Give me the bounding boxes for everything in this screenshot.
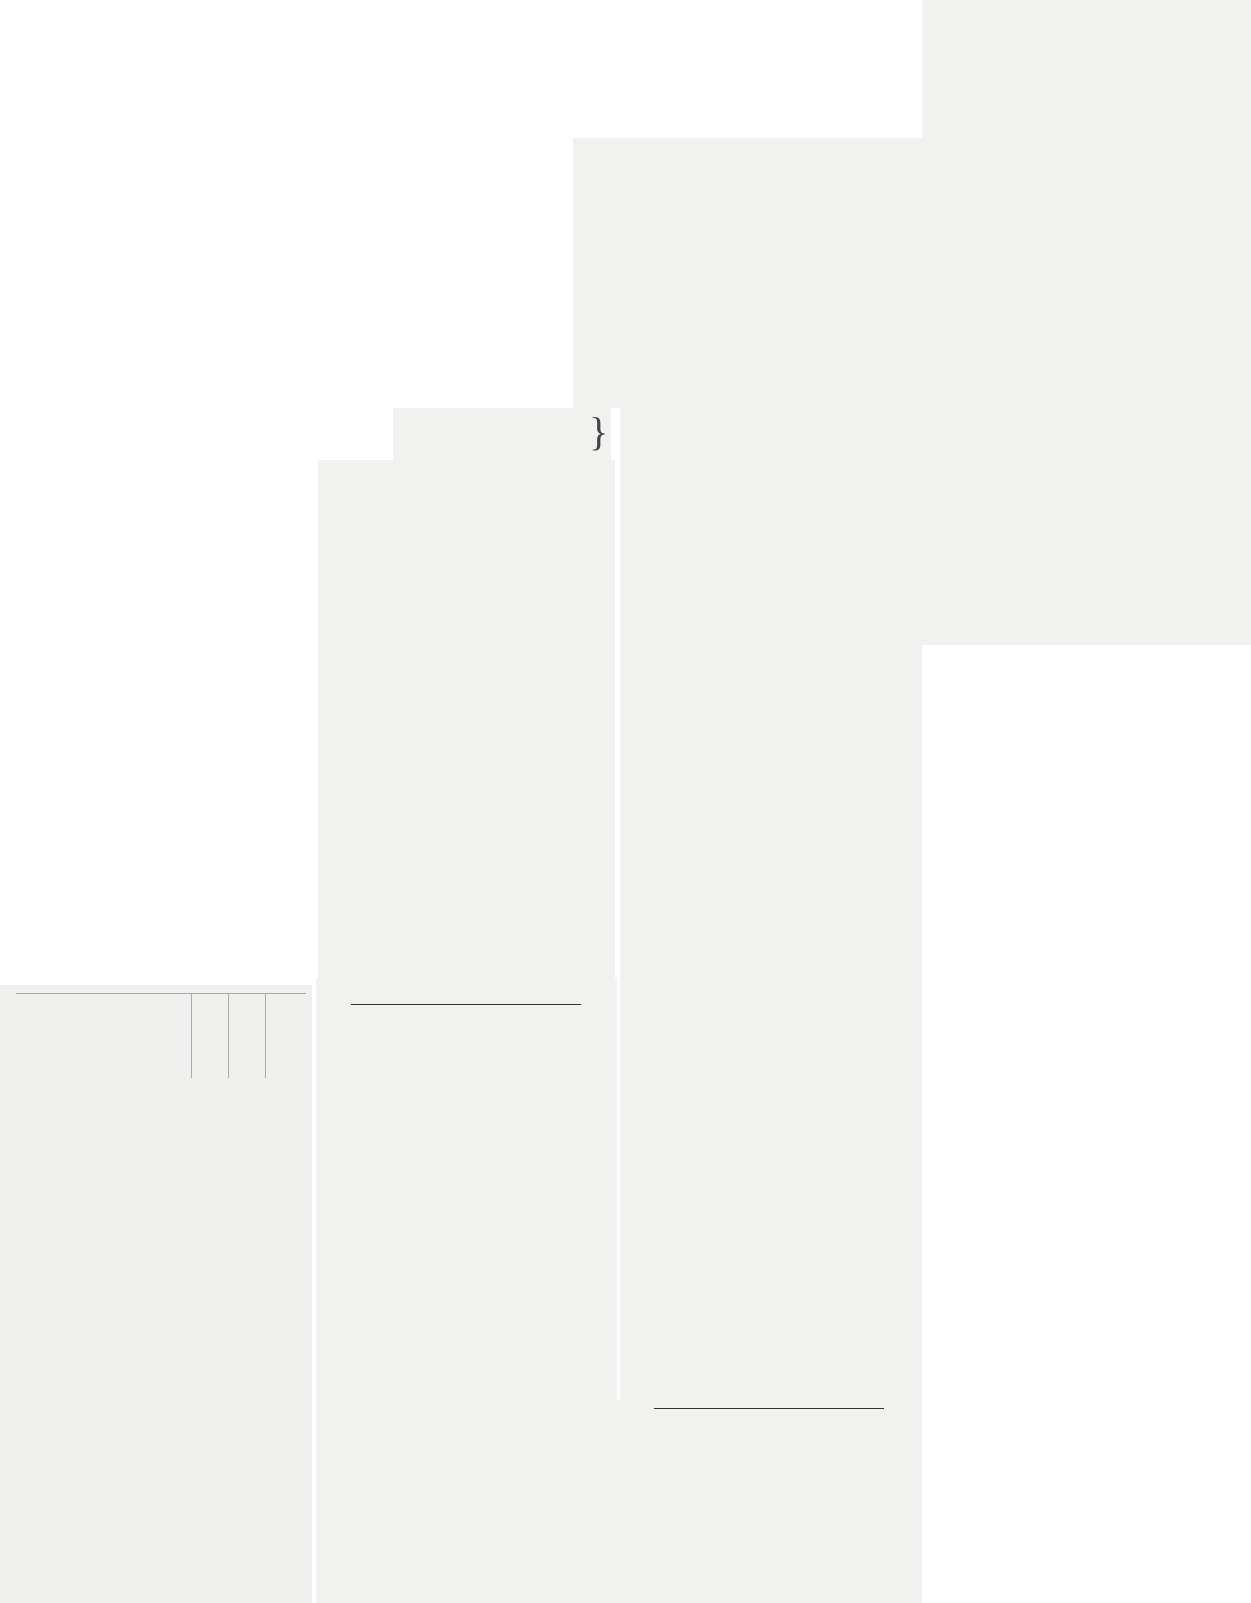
fragment-lines: [573, 138, 620, 142]
deaths-column: [318, 460, 615, 980]
weather-header: [16, 993, 306, 1078]
previous-article-fragment: [573, 138, 620, 408]
divider: [351, 1004, 581, 1005]
briefs-column: [620, 138, 922, 1400]
divider: [654, 1408, 884, 1409]
header-brace: }: [589, 409, 609, 454]
weather-table-clip: [0, 985, 312, 1603]
mine-blast-story: [617, 1400, 922, 1603]
deaths-column-continued: [316, 978, 617, 1603]
bandit-story: [922, 0, 1251, 645]
deaths-header-clip: [393, 408, 611, 460]
